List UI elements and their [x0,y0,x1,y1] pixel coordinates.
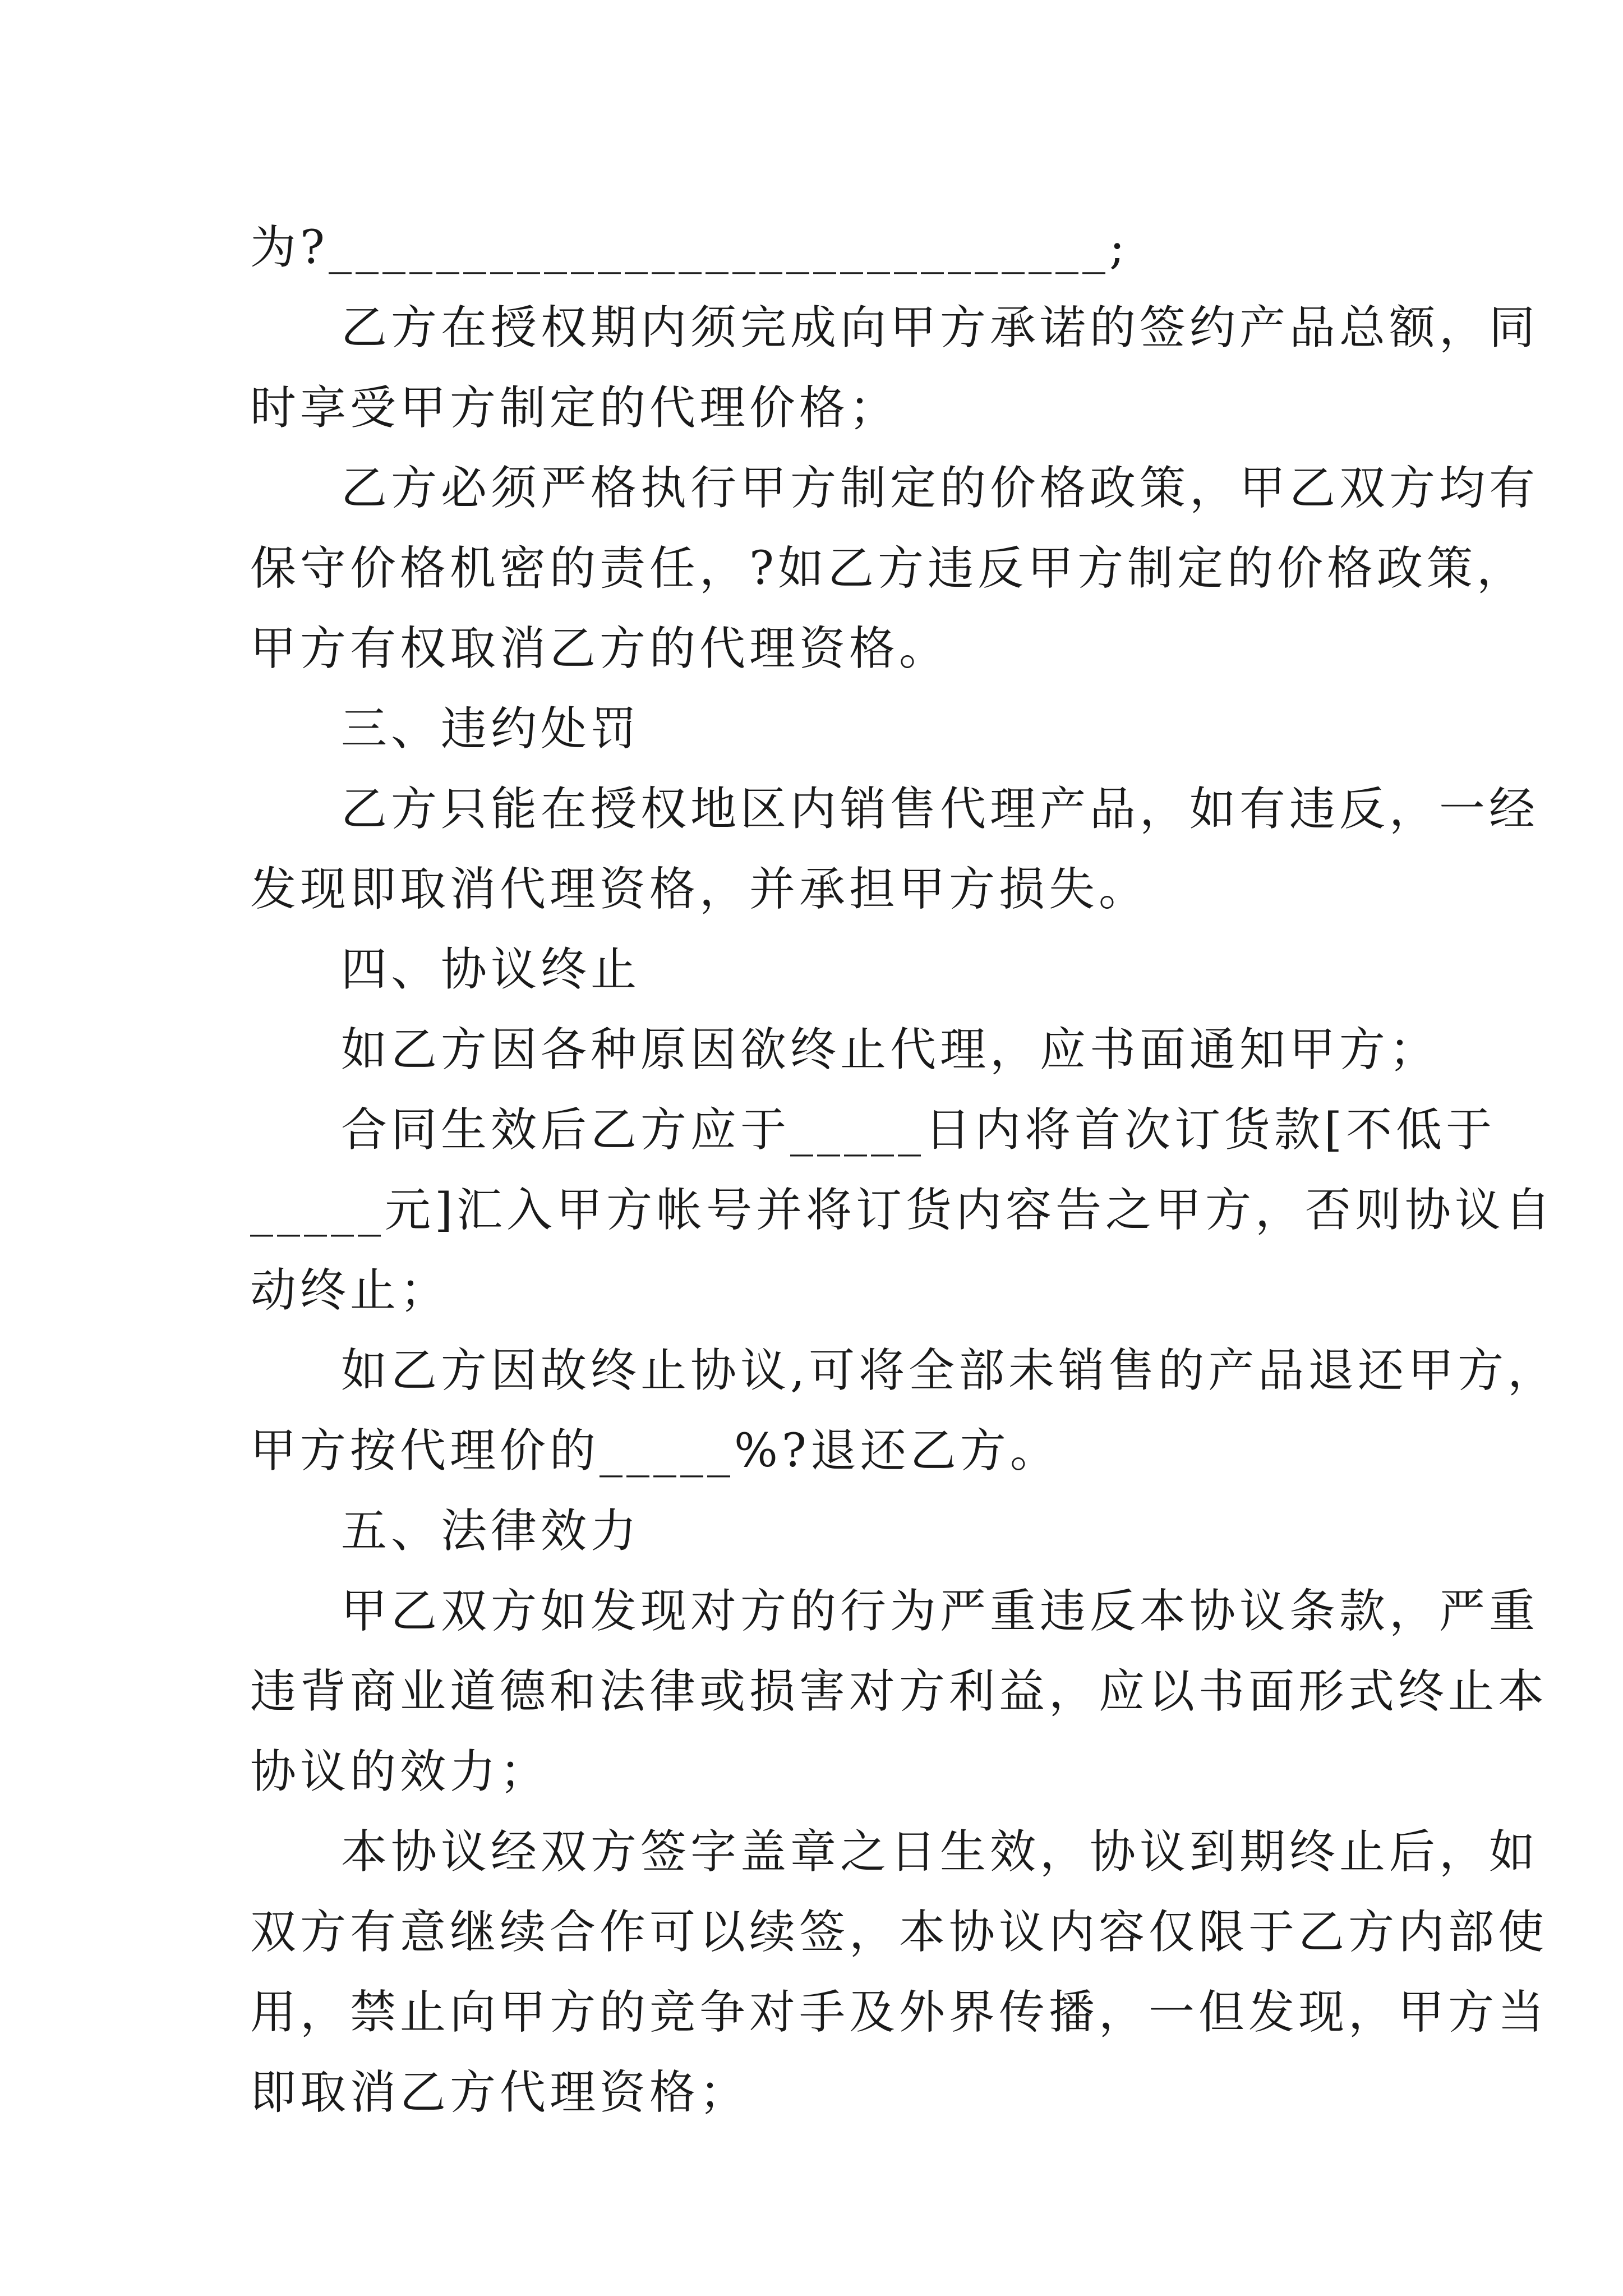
text-line-4: 乙方必须严格执行甲方制定的价格政策，甲乙双方均有 [341,462,1539,515]
text-line-14: 动终止； [250,1264,450,1317]
text-line-5: 保守价格机密的责任，?如乙方违反甲方制定的价格政策， [250,542,1527,595]
text-line-11: 如乙方因各种原因欲终止代理，应书面通知甲方； [341,1023,1440,1076]
text-line-18: 甲乙双方如发现对方的行为严重违反本协议条款，严重 [341,1585,1539,1638]
text-line-19: 违背商业道德和法律或损害对方利益，应以书面形式终止本 [250,1665,1548,1718]
section-heading-breach-penalty: 三、违约处罚 [341,702,641,756]
text-line-1: 为?_____________________________; [250,221,1129,274]
text-line-22: 双方有意继续合作可以续签，本协议内容仅限于乙方内部使 [250,1906,1548,1959]
text-line-6: 甲方有权取消乙方的代理资格。 [250,622,949,675]
text-line-9: 发现即取消代理资格，并承担甲方损失。 [250,863,1149,916]
text-line-3: 时享受甲方制定的代理价格； [250,381,900,435]
section-heading-legal-effect: 五、法律效力 [341,1504,641,1558]
text-line-20: 协议的效力； [250,1745,550,1798]
text-line-8: 乙方只能在授权地区内销售代理产品，如有违反，一经 [341,783,1539,836]
text-line-2: 乙方在授权期内须完成向甲方承诺的签约产品总额，同 [341,301,1539,355]
text-line-23: 用，禁止向甲方的竞争对手及外界传播，一但发现，甲方当 [250,1986,1548,2039]
text-line-12: 合同生效后乙方应于_____日内将首次订货款[不低于 [341,1103,1496,1157]
text-line-24: 即取消乙方代理资格； [250,2066,750,2119]
text-line-21: 本协议经双方签字盖章之日生效，协议到期终止后，如 [341,1825,1539,1879]
text-line-15: 如乙方因故终止协议,可将全部未销售的产品退还甲方， [341,1344,1558,1397]
section-heading-termination: 四、协议终止 [341,943,641,996]
document-page [250,208,1558,2133]
text-line-13: _____元]汇入甲方帐号并将订货内容告之甲方，否则协议自 [250,1184,1555,1237]
text-line-16: 甲方按代理价的_____%?退还乙方。 [250,1424,1060,1478]
